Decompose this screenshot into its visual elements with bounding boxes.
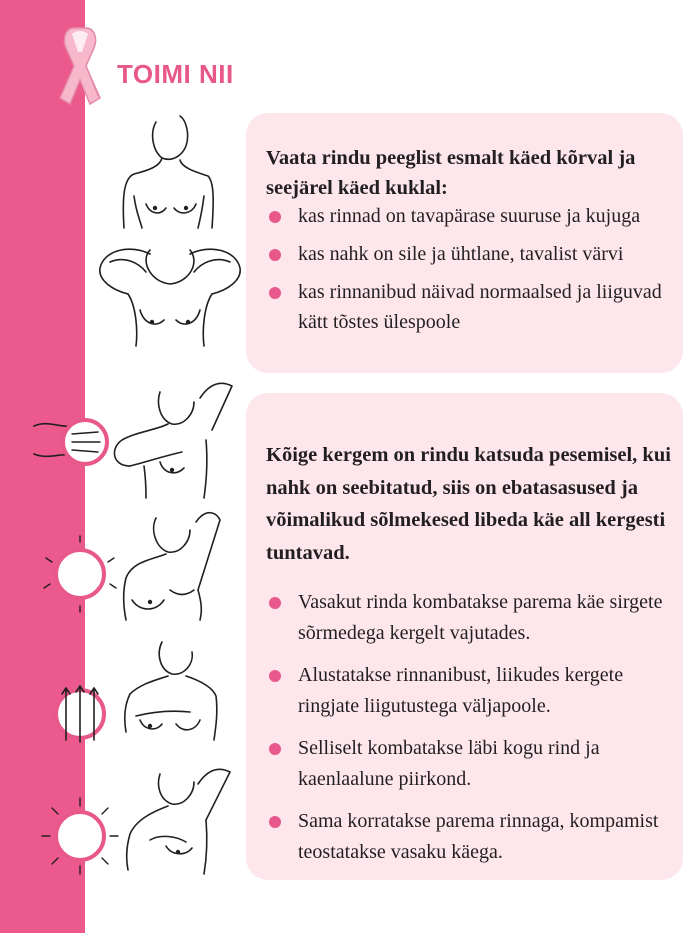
list-item: Sama korratakse parema rinnaga, kompamist teostatakse vasaku käega. — [266, 806, 676, 868]
list-item: Selliselt kombatakse läbi kogu rind ja kaenlaalune piirkond. — [266, 733, 676, 795]
list-item: Alustatakse rinnanibust, liikudes kergete ringjate liigutustega väljapoole. — [266, 660, 676, 722]
list-item: kas nahk on sile ja ühtlane, tavalist värvi — [266, 239, 676, 269]
figure-vertical-strips — [125, 642, 217, 740]
mirror-check-panel — [246, 113, 683, 373]
mirror-check-lead: Vaata rindu peeglist esmalt käed kõrval ja seejärel käed kuklal: — [266, 147, 636, 199]
palpation-lead: Kõige kergem on rindu katsuda pesemisel, kui nahk on seebitatud, siis on ebatasasused ja võimalikud sõlmekesed libeda käe all kergesti tuntavad. — [266, 444, 671, 564]
figure-radial-strokes — [127, 769, 230, 874]
palpation-list — [266, 587, 676, 879]
palpation-panel — [246, 393, 683, 880]
self-exam-illustrations — [0, 0, 260, 933]
mirror-check-list — [266, 201, 676, 345]
list-item: kas rinnad on tavapärase suuruse ja kujuga — [266, 201, 676, 231]
figure-arms-raised — [100, 249, 240, 346]
list-item: kas rinnanibud näivad normaalsed ja liiguvad kätt tõstes ülespoole — [266, 277, 676, 337]
page-title: TOIMI NII — [117, 59, 234, 89]
figure-arms-down — [123, 116, 213, 228]
figure-circular-motion — [124, 513, 220, 620]
list-item: Vasakut rinda kombatakse parema käe sirgete sõrmedega kergelt vajutades. — [266, 587, 676, 649]
